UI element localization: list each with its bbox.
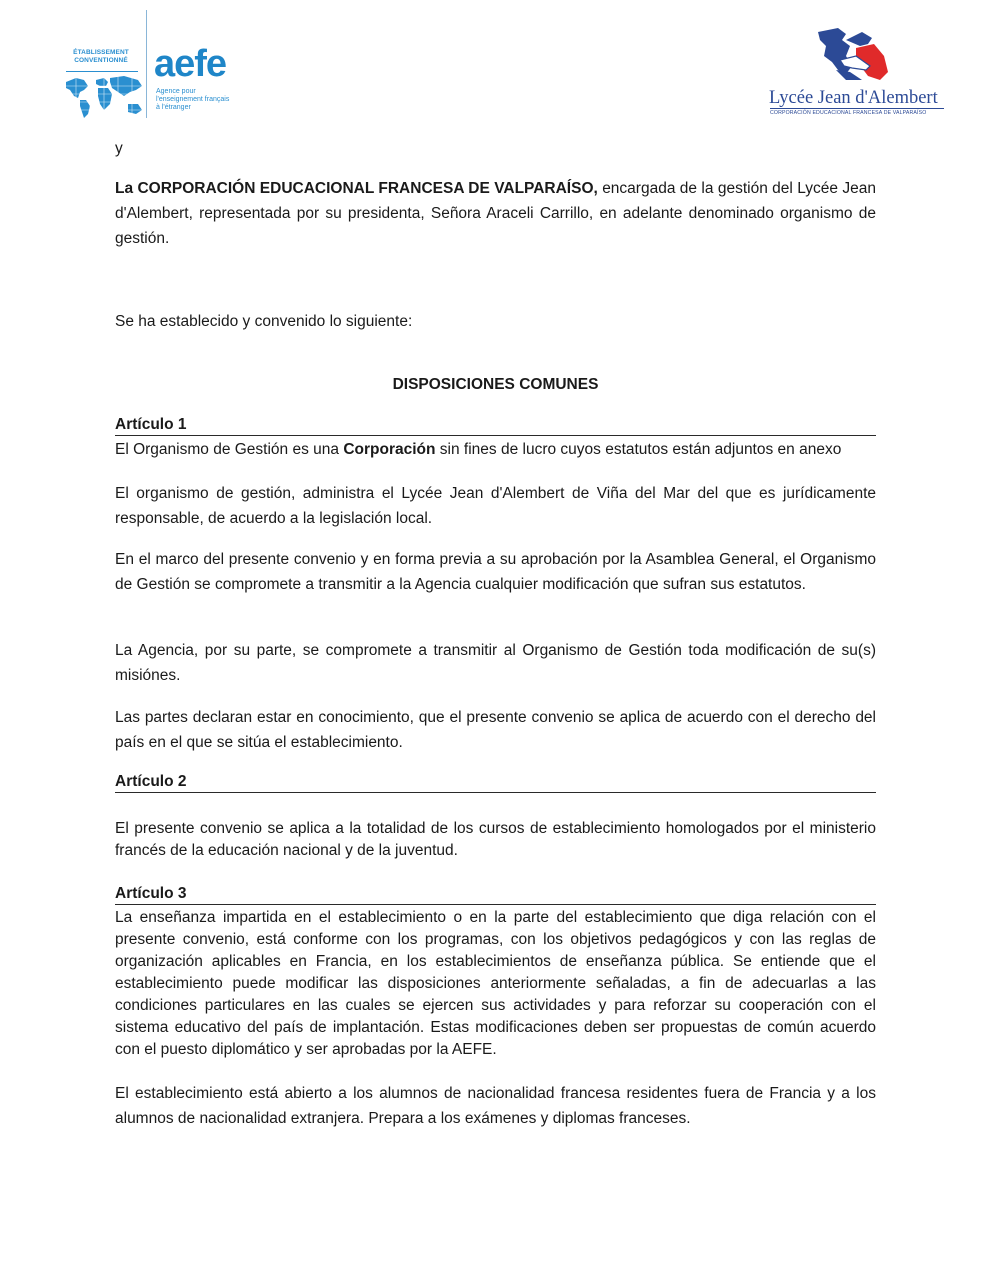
party-name: La CORPORACIÓN EDUCACIONAL FRANCESA DE VALPARAÍSO, bbox=[115, 180, 598, 197]
conjunction-y: y bbox=[115, 140, 123, 157]
world-map-icon bbox=[62, 74, 146, 120]
article-1-paragraph-4: La Agencia, por su parte, se compromete a transmitir al Organismo de Gestión toda modificación de su(s) misiónes. bbox=[115, 642, 876, 684]
aefe-wordmark: aefe bbox=[154, 43, 227, 85]
aefe-logo bbox=[58, 8, 258, 120]
article-1-paragraph-1 bbox=[115, 437, 876, 462]
aefe-conventionne-text: CONVENTIONNÉ bbox=[74, 57, 128, 64]
article-1-p1-start: El Organismo de Gestión es una bbox=[115, 441, 344, 458]
article-1-paragraph-5: Las partes declaran estar en conocimiento, que el presente convenio se aplica de acuerdo con el derecho del país en el que se sitúa el establecimiento. bbox=[115, 709, 876, 751]
article-1-p1-bold: Corporación bbox=[343, 441, 436, 458]
lycee-emblem-icon bbox=[816, 26, 892, 84]
article-2-title: Artículo 2 bbox=[115, 772, 876, 793]
aefe-logo-separator bbox=[146, 10, 147, 118]
aefe-etablissement-text: ÉTABLISSEMENT bbox=[73, 49, 129, 56]
aefe-etablissement-label bbox=[58, 49, 144, 65]
aefe-subtitle-line1: Agence pour bbox=[156, 88, 196, 95]
aefe-subtitle bbox=[156, 88, 256, 112]
lycee-logo bbox=[762, 26, 948, 120]
article-1-p1-end: sin fines de lucro cuyos estatutos están adjuntos en anexo bbox=[435, 441, 842, 458]
article-3-title: Artículo 3 bbox=[115, 884, 876, 905]
aefe-subtitle-line3: à l'étranger bbox=[156, 104, 191, 111]
article-1-title: Artículo 1 bbox=[115, 415, 876, 436]
aefe-subtitle-line2: l'enseignement français bbox=[156, 96, 230, 103]
lycee-corporation: CORPORACIÓN EDUCACIONAL FRANCESA DE VALPARAÍSO bbox=[770, 110, 927, 116]
agreed-statement: Se ha establecido y convenido lo siguiente: bbox=[115, 313, 413, 330]
party-paragraph bbox=[115, 176, 876, 251]
party-description: encargada de la gestión del Lycée Jean d'Alembert, representada por su presidenta, Señora Araceli Carrillo, en adelante denominado organismo de gestión. bbox=[115, 180, 876, 247]
article-2-paragraph-1: El presente convenio se aplica a la totalidad de los cursos de establecimiento homologados por el ministerio francés de la educación nacional y de la juventud. bbox=[115, 820, 876, 859]
lycee-name: Lycée Jean d'Alembert bbox=[769, 88, 938, 108]
article-3-paragraph-2: El establecimiento está abierto a los alumnos de nacionalidad francesa residentes fuera de Francia y a los alumnos de nacionalidad extranjera. Prepara a los exámenes y diplomas franceses. bbox=[115, 1085, 876, 1127]
aefe-label-divider bbox=[66, 71, 138, 72]
article-3-paragraph-1: La enseñanza impartida en el establecimiento o en la parte del establecimiento que diga relación con el presente convenio, está conforme con los programas, con los objetivos pedagógicos y con las reglas de organización aplicables en Francia, en los establecimientos de enseñanza pública. Se entiende que el establecimiento puede modificar las disposiciones anteriormente señaladas, a fin de adecuarlas a las condiciones particulares en las cuales se ejercen sus actividades y para reforzar su cooperación con el sistema educativo del país de implantación. Estas modificaciones deben ser propuestas de común acuerdo con el puesto diplomático y ser aprobadas por la AEFE. bbox=[115, 909, 876, 1058]
article-1-paragraph-3: En el marco del presente convenio y en forma previa a su aprobación por la Asamblea General, el Organismo de Gestión se compromete a transmitir a la Agencia cualquier modificación que sufran sus estatutos. bbox=[115, 551, 876, 593]
lycee-name-underline bbox=[770, 108, 944, 109]
article-1-paragraph-2: El organismo de gestión, administra el Lycée Jean d'Alembert de Viña del Mar del que es jurídicamente responsable, de acuerdo a la legislación local. bbox=[115, 485, 876, 527]
section-title: DISPOSICIONES COMUNES bbox=[392, 376, 599, 393]
